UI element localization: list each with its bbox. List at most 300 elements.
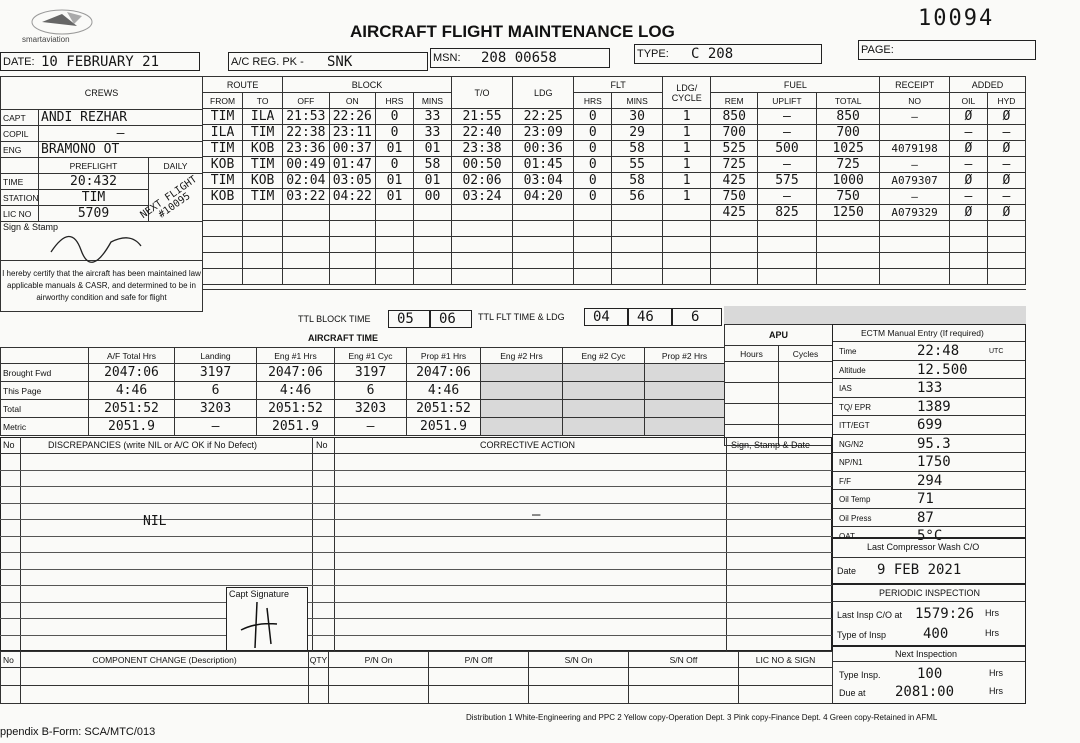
flight-cell-uplift[interactable]: [757, 221, 816, 237]
flight-cell-flt-mins[interactable]: [612, 125, 663, 141]
flight-cell-total[interactable]: [816, 205, 879, 221]
flight-cell-cycle[interactable]: [662, 221, 711, 237]
flight-cell-to-time[interactable]: [451, 189, 512, 205]
flight-value-uplift: 575: [775, 173, 799, 188]
flight-cell-mins[interactable]: [413, 125, 451, 141]
date-box[interactable]: [0, 52, 200, 71]
flight-cell-receipt[interactable]: [880, 269, 950, 285]
at-cell[interactable]: [481, 418, 563, 436]
flight-value-total: 1000: [832, 173, 864, 188]
at-cell[interactable]: [335, 418, 407, 436]
flight-cell-mins[interactable]: [413, 237, 451, 253]
at-cell[interactable]: [645, 382, 725, 400]
flight-cell-cycle[interactable]: [662, 237, 711, 253]
flight-cell-hrs[interactable]: [376, 237, 414, 253]
flight-cell-mins[interactable]: [413, 157, 451, 173]
flight-cell-receipt[interactable]: [880, 253, 950, 269]
flight-cell-hyd[interactable]: [987, 157, 1025, 173]
acreg-value: SNK: [327, 54, 353, 70]
flight-cell-flt-mins[interactable]: [612, 189, 663, 205]
flight-cell-total[interactable]: [816, 141, 879, 157]
flight-cell-ldg[interactable]: [513, 141, 574, 157]
at-cell[interactable]: [257, 400, 335, 418]
flight-value-total: 725: [836, 157, 860, 172]
flight-cell-on[interactable]: [329, 125, 375, 141]
flight-value-receipt: —: [911, 158, 918, 171]
ectm-row[interactable]: [833, 415, 1025, 434]
flight-cell-receipt[interactable]: [880, 173, 950, 189]
flight-cell-uplift[interactable]: [757, 109, 816, 125]
at-value: 6: [211, 383, 220, 398]
flight-cell-hrs[interactable]: [376, 173, 414, 189]
flight-row[interactable]: [203, 125, 1026, 141]
ectm-row[interactable]: [833, 434, 1025, 453]
flight-cell-total[interactable]: [816, 109, 879, 125]
flight-cell-mins[interactable]: [413, 253, 451, 269]
flight-cell-uplift[interactable]: [757, 173, 816, 189]
ectm-row[interactable]: [833, 471, 1025, 490]
flight-cell-to[interactable]: [243, 253, 283, 269]
flight-cell-receipt[interactable]: [880, 125, 950, 141]
flight-cell-cycle[interactable]: [662, 253, 711, 269]
flight-cell-oil[interactable]: [949, 173, 987, 189]
at-cell[interactable]: [645, 364, 725, 382]
flight-cell-from[interactable]: [203, 237, 243, 253]
flight-value-flt-mins: 55: [629, 157, 645, 172]
msn-box[interactable]: [430, 48, 610, 68]
flight-cell-to[interactable]: [243, 221, 283, 237]
flight-cell-hrs[interactable]: [376, 221, 414, 237]
flight-cell-off[interactable]: [283, 205, 329, 221]
flight-cell-mins[interactable]: [413, 189, 451, 205]
ectm-row[interactable]: [833, 360, 1025, 379]
flight-cell-hyd[interactable]: [987, 205, 1025, 221]
flight-cell-total[interactable]: [816, 157, 879, 173]
flight-row[interactable]: [203, 205, 1026, 221]
ectm-row[interactable]: [833, 489, 1025, 508]
flight-cell-on[interactable]: [329, 157, 375, 173]
flight-cell-off[interactable]: [283, 269, 329, 285]
ectm-label: Oil Press: [839, 513, 872, 523]
at-row-label: Brought Fwd: [1, 364, 89, 382]
flight-cell-flt-hrs[interactable]: [574, 205, 612, 221]
flight-cell-from[interactable]: [203, 269, 243, 285]
flight-cell-flt-hrs[interactable]: [574, 221, 612, 237]
at-cell[interactable]: [257, 364, 335, 382]
flight-cell-to-time[interactable]: [451, 125, 512, 141]
flight-value-to-time: 21:55: [462, 109, 502, 124]
flight-cell-rem[interactable]: [711, 109, 757, 125]
flight-cell-total[interactable]: [816, 269, 879, 285]
ttl-block-hrs-box[interactable]: [388, 310, 430, 328]
flight-value-from: TIM: [210, 109, 235, 124]
type-box[interactable]: [634, 44, 822, 64]
flight-cell-ldg[interactable]: [513, 157, 574, 173]
flight-cell-mins[interactable]: [413, 269, 451, 285]
flight-cell-hyd[interactable]: [987, 189, 1025, 205]
flight-row[interactable]: [203, 269, 1026, 285]
acreg-box[interactable]: [228, 52, 428, 71]
at-value: 2047:06: [416, 365, 471, 380]
flight-cell-from[interactable]: [203, 205, 243, 221]
flight-cell-hyd[interactable]: [987, 237, 1025, 253]
flight-cell-to[interactable]: [243, 109, 283, 125]
next-type-unit: Hrs: [989, 668, 1003, 678]
flight-cell-flt-mins[interactable]: [612, 205, 663, 221]
ectm-row[interactable]: [833, 378, 1025, 397]
flight-cell-total[interactable]: [816, 253, 879, 269]
flight-cell-flt-hrs[interactable]: [574, 141, 612, 157]
at-cell[interactable]: [89, 382, 175, 400]
flight-row[interactable]: [203, 157, 1026, 173]
flight-cell-cycle[interactable]: [662, 141, 711, 157]
flight-cell-cycle[interactable]: [662, 173, 711, 189]
flight-cell-from[interactable]: [203, 157, 243, 173]
flight-cell-receipt[interactable]: [880, 237, 950, 253]
at-cell[interactable]: [407, 382, 481, 400]
flight-cell-receipt[interactable]: [880, 157, 950, 173]
flight-cell-hyd[interactable]: [987, 173, 1025, 189]
at-cell[interactable]: [563, 400, 645, 418]
flight-cell-flt-mins[interactable]: [612, 141, 663, 157]
flight-cell-mins[interactable]: [413, 221, 451, 237]
at-cell[interactable]: [175, 382, 257, 400]
flight-cell-receipt[interactable]: [880, 205, 950, 221]
flight-cell-receipt[interactable]: [880, 221, 950, 237]
flight-cell-oil[interactable]: [949, 157, 987, 173]
at-row-label: Metric: [1, 418, 89, 436]
flight-cell-to[interactable]: [243, 141, 283, 157]
flight-cell-off[interactable]: [283, 237, 329, 253]
acreg-label: A/C REG. PK -: [231, 56, 304, 68]
flight-cell-rem[interactable]: [711, 157, 757, 173]
at-cell[interactable]: [175, 364, 257, 382]
flight-cell-oil[interactable]: [949, 269, 987, 285]
wash-title: Last Compressor Wash C/O: [867, 542, 980, 552]
flight-cell-to[interactable]: [243, 189, 283, 205]
total-header: TOTAL: [816, 93, 879, 109]
flight-cell-total[interactable]: [816, 125, 879, 141]
flight-cell-hyd[interactable]: [987, 109, 1025, 125]
flight-cell-receipt[interactable]: [880, 109, 950, 125]
flight-cell-ldg[interactable]: [513, 221, 574, 237]
flight-cell-to-time[interactable]: [451, 109, 512, 125]
flight-cell-flt-mins[interactable]: [612, 157, 663, 173]
preflight-label: PREFLIGHT: [39, 158, 149, 174]
disc-no-label: No: [3, 440, 15, 450]
capt-signature-box[interactable]: [226, 587, 308, 651]
flight-cell-total[interactable]: [816, 173, 879, 189]
flight-cell-rem[interactable]: [711, 141, 757, 157]
flight-cell-oil[interactable]: [949, 109, 987, 125]
flight-cell-flt-hrs[interactable]: [574, 253, 612, 269]
at-cell[interactable]: [89, 418, 175, 436]
component-row[interactable]: [1, 686, 833, 704]
flight-cell-oil[interactable]: [949, 125, 987, 141]
flight-cell-cycle[interactable]: [662, 157, 711, 173]
comp-lic-label: LIC NO & SIGN: [739, 652, 833, 668]
at-value: 6: [366, 383, 375, 398]
flight-cell-to-time[interactable]: [451, 205, 512, 221]
flight-cell-hrs[interactable]: [376, 109, 414, 125]
flight-cell-hrs[interactable]: [376, 157, 414, 173]
flight-cell-flt-hrs[interactable]: [574, 125, 612, 141]
at-cell[interactable]: [407, 418, 481, 436]
flight-cell-on[interactable]: [329, 173, 375, 189]
periodic-panel: [832, 584, 1026, 646]
flight-cell-off[interactable]: [283, 157, 329, 173]
flight-value-hyd: Ø: [1002, 141, 1011, 156]
ectm-value: 1389: [917, 398, 951, 415]
flight-cell-from[interactable]: [203, 253, 243, 269]
component-row[interactable]: [1, 668, 833, 686]
ttl-block-mins: 06: [439, 311, 456, 327]
flight-cell-cycle[interactable]: [662, 205, 711, 221]
flight-cell-on[interactable]: [329, 189, 375, 205]
wash-panel: [832, 538, 1026, 584]
flight-cell-rem[interactable]: [711, 125, 757, 141]
flight-cell-to[interactable]: [243, 205, 283, 221]
flight-cell-flt-mins[interactable]: [612, 221, 663, 237]
flight-cell-from[interactable]: [203, 173, 243, 189]
at-cell[interactable]: [335, 382, 407, 400]
flight-cell-uplift[interactable]: [757, 141, 816, 157]
flight-cell-hrs[interactable]: [376, 189, 414, 205]
page-box[interactable]: [858, 40, 1036, 60]
at-cell[interactable]: [481, 400, 563, 418]
flight-cell-mins[interactable]: [413, 141, 451, 157]
flight-value-from: TIM: [210, 173, 235, 188]
at-value: 2047:06: [104, 365, 159, 380]
flight-cell-on[interactable]: [329, 141, 375, 157]
flight-cell-flt-mins[interactable]: [612, 237, 663, 253]
flight-cell-oil[interactable]: [949, 141, 987, 157]
flight-cell-flt-hrs[interactable]: [574, 109, 612, 125]
ectm-row[interactable]: [833, 341, 1025, 360]
flight-cell-on[interactable]: [329, 237, 375, 253]
at-cell[interactable]: [335, 400, 407, 418]
copil-value: —: [116, 126, 125, 141]
at-cell[interactable]: [563, 364, 645, 382]
at-cell[interactable]: [481, 364, 563, 382]
comp-sn-on-label: S/N On: [529, 652, 629, 668]
ectm-label: NG/N2: [839, 439, 864, 449]
flight-cell-to-time[interactable]: [451, 237, 512, 253]
flight-cell-ldg[interactable]: [513, 189, 574, 205]
flight-value-mins: 33: [424, 109, 441, 124]
flight-value-uplift: —: [783, 157, 791, 172]
at-value: 2051.9: [108, 419, 155, 434]
flight-cell-uplift[interactable]: [757, 253, 816, 269]
flight-cell-total[interactable]: [816, 189, 879, 205]
flight-cell-cycle[interactable]: [662, 189, 711, 205]
flight-cell-flt-hrs[interactable]: [574, 189, 612, 205]
flight-value-hyd: —: [1002, 157, 1011, 172]
ttl-flt-mins-box[interactable]: [628, 308, 672, 326]
flight-row[interactable]: [203, 237, 1026, 253]
apu-table: [724, 324, 833, 446]
flight-cell-flt-mins[interactable]: [612, 269, 663, 285]
flight-cell-flt-hrs[interactable]: [574, 237, 612, 253]
flight-cell-to-time[interactable]: [451, 269, 512, 285]
flight-cell-oil[interactable]: [949, 221, 987, 237]
flight-cell-off[interactable]: [283, 189, 329, 205]
at-value: 3197: [199, 365, 232, 380]
flight-cell-hrs[interactable]: [376, 125, 414, 141]
flight-cell-rem[interactable]: [711, 237, 757, 253]
at-cell[interactable]: [257, 418, 335, 436]
flight-cell-hrs[interactable]: [376, 269, 414, 285]
at-cell[interactable]: [645, 418, 725, 436]
ectm-row[interactable]: [833, 508, 1025, 527]
flight-row[interactable]: [203, 173, 1026, 189]
flight-cell-to-time[interactable]: [451, 157, 512, 173]
flight-cell-rem[interactable]: [711, 253, 757, 269]
flight-cell-hyd[interactable]: [987, 141, 1025, 157]
flight-value-hyd: Ø: [1002, 205, 1011, 220]
flight-cell-to-time[interactable]: [451, 173, 512, 189]
flight-cell-on[interactable]: [329, 109, 375, 125]
flight-cell-flt-mins[interactable]: [612, 173, 663, 189]
flight-cell-ldg[interactable]: [513, 173, 574, 189]
flight-cell-hyd[interactable]: [987, 125, 1025, 141]
at-value: 4:46: [115, 383, 148, 398]
at-col-header: Eng #1 Cyc: [335, 348, 407, 364]
flight-cell-rem[interactable]: [711, 205, 757, 221]
at-cell[interactable]: [645, 400, 725, 418]
flight-cell-to[interactable]: [243, 125, 283, 141]
flight-cell-off[interactable]: [283, 125, 329, 141]
flight-cell-oil[interactable]: [949, 253, 987, 269]
at-cell[interactable]: [257, 382, 335, 400]
at-cell[interactable]: [563, 418, 645, 436]
flight-cell-on[interactable]: [329, 205, 375, 221]
flight-cell-hyd[interactable]: [987, 253, 1025, 269]
flight-cell-on[interactable]: [329, 269, 375, 285]
flight-cell-from[interactable]: [203, 189, 243, 205]
flight-row[interactable]: [203, 109, 1026, 125]
flight-cell-ldg[interactable]: [513, 237, 574, 253]
at-cell[interactable]: [89, 364, 175, 382]
at-cell[interactable]: [481, 382, 563, 400]
flight-cell-off[interactable]: [283, 141, 329, 157]
at-cell[interactable]: [89, 400, 175, 418]
flight-cell-total[interactable]: [816, 237, 879, 253]
flight-cell-flt-hrs[interactable]: [574, 269, 612, 285]
flight-cell-oil[interactable]: [949, 237, 987, 253]
lic-label: LIC NO: [1, 206, 39, 222]
flight-cell-from[interactable]: [203, 109, 243, 125]
flight-row[interactable]: [203, 141, 1026, 157]
flight-cell-from[interactable]: [203, 221, 243, 237]
flight-cell-hrs[interactable]: [376, 253, 414, 269]
flight-cell-rem[interactable]: [711, 269, 757, 285]
at-cell[interactable]: [335, 364, 407, 382]
flight-cell-mins[interactable]: [413, 109, 451, 125]
flight-cell-to[interactable]: [243, 157, 283, 173]
at-cell[interactable]: [563, 382, 645, 400]
flight-cell-rem[interactable]: [711, 189, 757, 205]
flight-cell-flt-mins[interactable]: [612, 109, 663, 125]
flight-cell-cycle[interactable]: [662, 269, 711, 285]
flight-cell-rem[interactable]: [711, 173, 757, 189]
flight-cell-ldg[interactable]: [513, 269, 574, 285]
flight-cell-uplift[interactable]: [757, 125, 816, 141]
flight-cell-uplift[interactable]: [757, 189, 816, 205]
flight-cell-oil[interactable]: [949, 205, 987, 221]
ttl-block-mins-box[interactable]: [430, 310, 472, 328]
flight-cell-uplift[interactable]: [757, 157, 816, 173]
flight-cell-cycle[interactable]: [662, 109, 711, 125]
at-cell[interactable]: [407, 364, 481, 382]
flight-cell-uplift[interactable]: [757, 237, 816, 253]
flight-value-flt-mins: 30: [629, 109, 645, 124]
flight-cell-ldg[interactable]: [513, 253, 574, 269]
flight-cell-receipt[interactable]: [880, 141, 950, 157]
flight-cell-on[interactable]: [329, 253, 375, 269]
flight-row[interactable]: [203, 221, 1026, 237]
flight-cell-on[interactable]: [329, 221, 375, 237]
flight-cell-hyd[interactable]: [987, 269, 1025, 285]
flight-row[interactable]: [203, 253, 1026, 269]
flight-cell-off[interactable]: [283, 109, 329, 125]
flight-value-hrs: 0: [390, 109, 399, 124]
flight-value-mins: 01: [424, 173, 441, 188]
flight-cell-off[interactable]: [283, 253, 329, 269]
flight-cell-flt-hrs[interactable]: [574, 173, 612, 189]
flight-cell-from[interactable]: [203, 125, 243, 141]
flight-cell-oil[interactable]: [949, 189, 987, 205]
sign-stamp-cell[interactable]: [1, 222, 203, 261]
ectm-row[interactable]: [833, 452, 1025, 471]
flight-value-ldg: 00:36: [523, 141, 563, 156]
flight-cell-off[interactable]: [283, 173, 329, 189]
flight-cell-uplift[interactable]: [757, 205, 816, 221]
cycle-header: LDG/ CYCLE: [662, 77, 711, 109]
ttl-ldg-box[interactable]: [672, 308, 722, 326]
at-cell[interactable]: [407, 400, 481, 418]
flight-cell-total[interactable]: [816, 221, 879, 237]
flight-cell-to-time[interactable]: [451, 221, 512, 237]
flight-cell-hyd[interactable]: [987, 221, 1025, 237]
flight-cell-to[interactable]: [243, 237, 283, 253]
ectm-row[interactable]: [833, 397, 1025, 416]
flight-cell-uplift[interactable]: [757, 269, 816, 285]
flight-cell-to[interactable]: [243, 173, 283, 189]
flight-row[interactable]: [203, 189, 1026, 205]
flight-cell-ldg[interactable]: [513, 109, 574, 125]
flight-cell-flt-hrs[interactable]: [574, 157, 612, 173]
flight-cell-to[interactable]: [243, 269, 283, 285]
flight-cell-ldg[interactable]: [513, 125, 574, 141]
flight-cell-receipt[interactable]: [880, 189, 950, 205]
flight-cell-cycle[interactable]: [662, 125, 711, 141]
flight-cell-hrs[interactable]: [376, 205, 414, 221]
flight-cell-ldg[interactable]: [513, 205, 574, 221]
at-cell[interactable]: [175, 400, 257, 418]
flight-cell-from[interactable]: [203, 141, 243, 157]
flight-cell-to-time[interactable]: [451, 253, 512, 269]
flight-cell-to-time[interactable]: [451, 141, 512, 157]
flight-cell-flt-mins[interactable]: [612, 253, 663, 269]
flight-cell-off[interactable]: [283, 221, 329, 237]
flight-cell-mins[interactable]: [413, 173, 451, 189]
ttl-flt-hrs-box[interactable]: [584, 308, 628, 326]
at-cell[interactable]: [175, 418, 257, 436]
flight-cell-mins[interactable]: [413, 205, 451, 221]
flight-cell-rem[interactable]: [711, 221, 757, 237]
flight-cell-hrs[interactable]: [376, 141, 414, 157]
